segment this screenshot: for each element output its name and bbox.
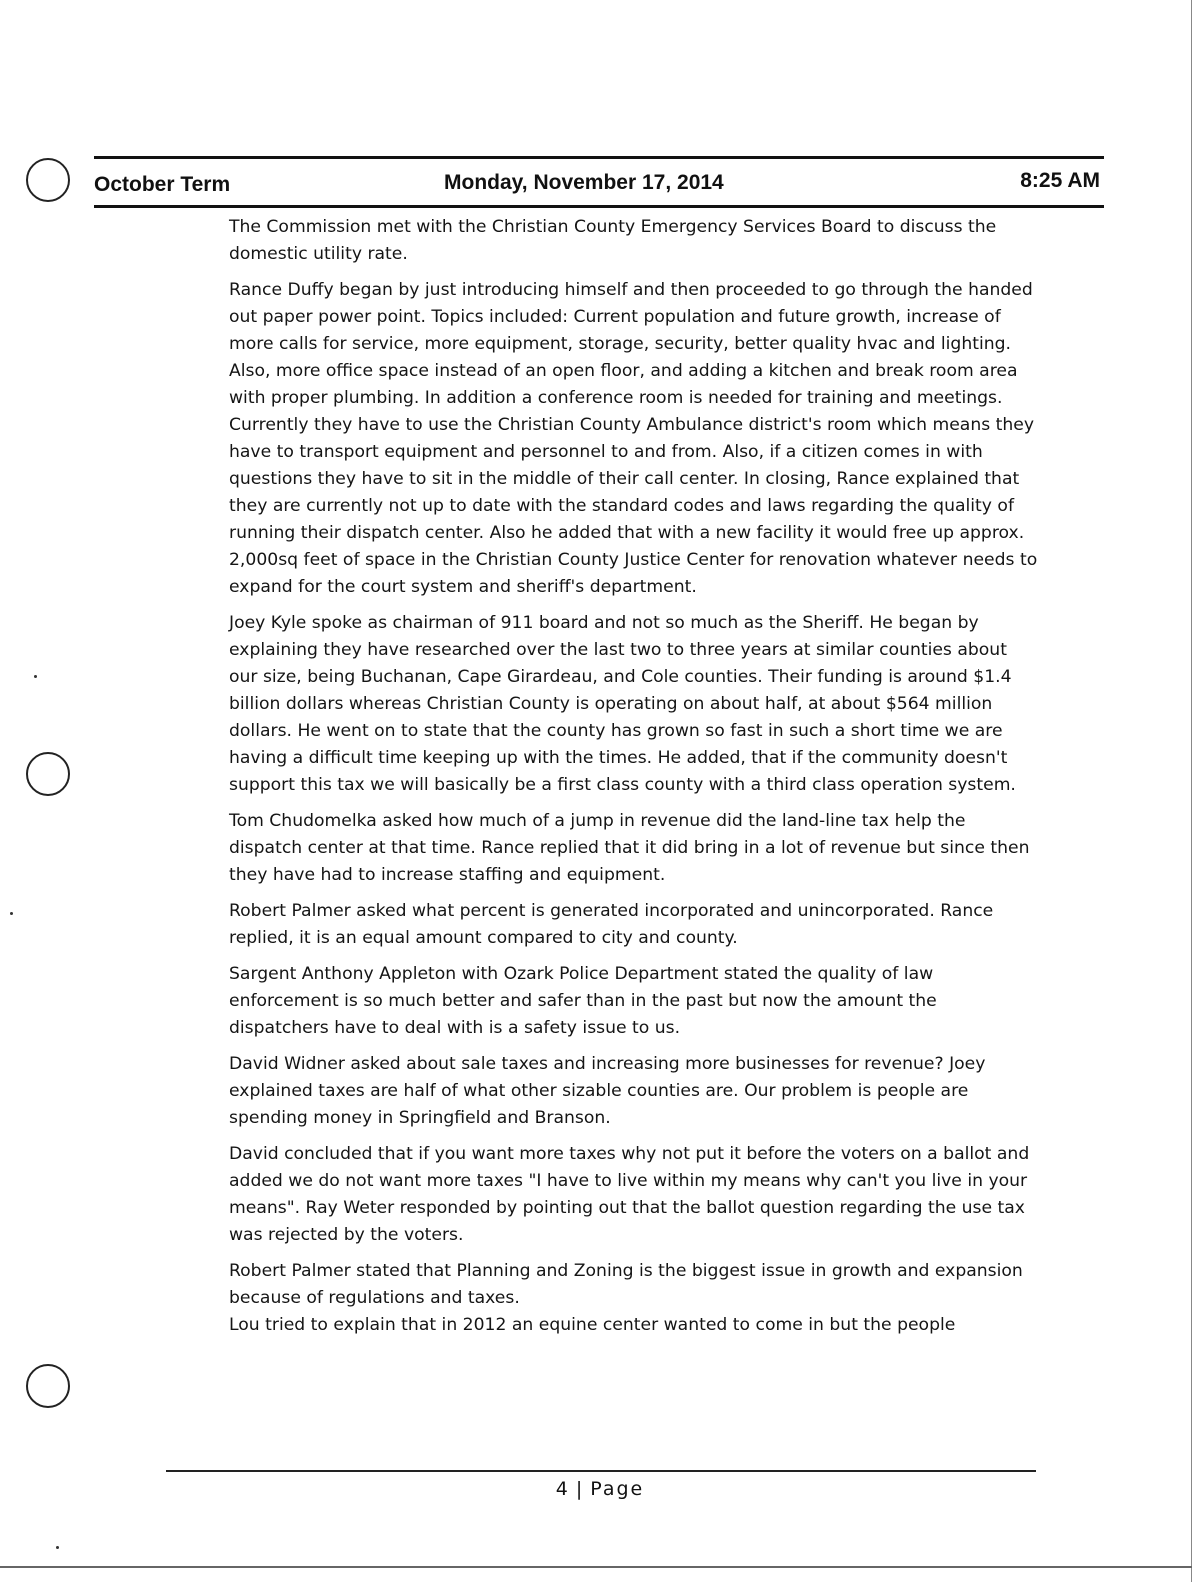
header-rule-bottom (94, 205, 1104, 208)
paragraph: Tom Chudomelka asked how much of a jump in revenue did the land-line tax help the dispatch center at that time. Rance replied that it did bring in a lot of revenue but since then they have had to increase staffing and equipment. (229, 811, 1030, 885)
paragraph: Rance Duffy began by just introducing himself and then proceeded to go through the handed out paper power point. Topics included: Current population and future growth, increase of more calls for service, more equipment, storage, security, better quality hvac and lighting. Also, more office space instead of an open floor, and adding a kitchen and break room area with proper plumbing. In addition a conference room is needed for training and meetings. Currently they have to use the Christian County Ambulance district's room which means they have to transport equipment and personnel to and from. Also, if a citizen comes in with questions they have to sit in the middle of their call center. In closing, Rance explained that they are currently not up to date with the standard codes and laws regarding the quality of running their dispatch center. Also he added that with a new facility it would free up approx. 2,000sq feet of space in the Christian County Justice Center for renovation whatever needs to expand for the court system and sheriff's department. (229, 280, 1038, 597)
page-number: 4 (555, 1478, 570, 1500)
punch-hole-middle (26, 752, 70, 796)
punch-hole-top (26, 158, 70, 202)
page-label: Page (590, 1478, 645, 1500)
scan-speck (10, 912, 13, 915)
header-time: 8:25 AM (1020, 169, 1100, 192)
paragraph: David Widner asked about sale taxes and increasing more businesses for revenue? Joey explained taxes are half of what other sizable counties are. Our problem is people are spending money in Springfield and Branson. (229, 1054, 986, 1128)
paragraph: Joey Kyle spoke as chairman of 911 board and not so much as the Sheriff. He began by explaining they have researched over the last two to three years at similar counties about our size, being Buchanan, Cape Girardeau, and Cole counties. Their funding is around $1.4 billion dollars whereas Christian County is operating on about half, at about $564 million dollars. He went on to state that the county has grown so fast in such a short time we are having a difficult time keeping up with the times. He added, that if the community doesn't support this tax we will basically be a first class county with a third class operation system. (229, 613, 1016, 795)
punch-hole-bottom (26, 1364, 70, 1408)
scan-speck (34, 675, 37, 678)
header-term: October Term (94, 173, 231, 196)
paragraph: Robert Palmer asked what percent is generated incorporated and unincorporated. Rance replied, it is an equal amount compared to city and county. (229, 901, 994, 948)
page-edge-right (1191, 0, 1192, 1582)
footer-rule (166, 1470, 1036, 1472)
page-header (94, 167, 1104, 201)
scan-speck (56, 1546, 59, 1549)
header-rule-top (94, 156, 1104, 159)
paragraph: The Commission met with the Christian County Emergency Services Board to discuss the domestic utility rate. (229, 217, 997, 264)
minutes-body (229, 214, 1039, 1348)
paragraph: David concluded that if you want more taxes why not put it before the voters on a ballot and added we do not want more taxes "I have to live within my means why can't you live in your means". Ray Weter responded by pointing out that the ballot question regarding the use tax was rejected by the voters. (229, 1144, 1030, 1245)
paragraph: Robert Palmer stated that Planning and Zoning is the biggest issue in growth and expansion because of regulations and taxes. (229, 1261, 1023, 1308)
header-date: Monday, November 17, 2014 (444, 171, 724, 194)
paragraph: Sargent Anthony Appleton with Ozark Police Department stated the quality of law enforcement is so much better and safer than in the past but now the amount the dispatchers have to deal with is a safety issue to us. (229, 964, 937, 1038)
paragraph-continued: Lou tried to explain that in 2012 an equine center wanted to come in but the people (229, 1315, 956, 1335)
page-separator: | (575, 1478, 585, 1500)
page-footer (0, 1478, 1200, 1500)
page-edge-bottom (0, 1566, 1192, 1568)
